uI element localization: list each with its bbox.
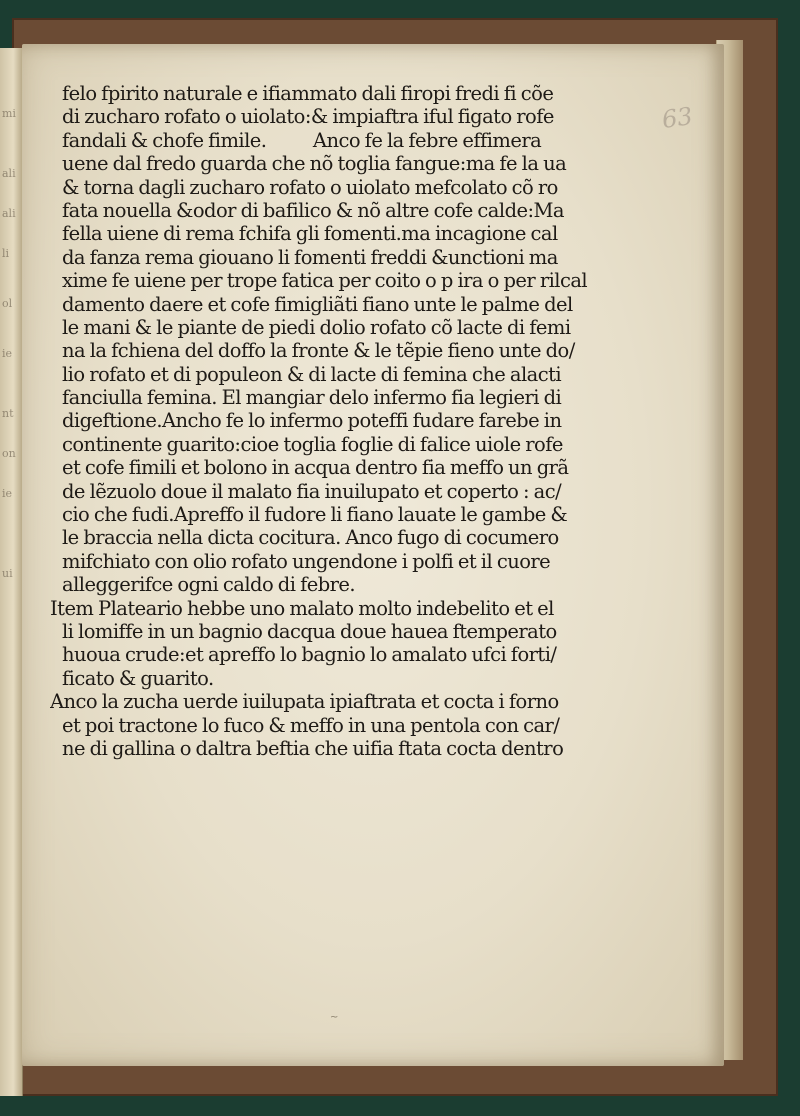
text-line: de lẽzuolo doue il malato fia inuilupato et coperto : ac/ — [62, 479, 562, 503]
text-line: cio che fudi.Apreffo il fudore li fiano lauate le gambe & — [62, 503, 568, 527]
text-line: alleggerifce ogni caldo di febre. — [62, 573, 356, 597]
text-line: le mani & le piante de piedi dolio rofato cõ lacte di femi — [62, 315, 571, 339]
text-line: huoua crude:et apreffo lo bagnio lo amalato ufci forti/ — [62, 643, 557, 667]
text-line: Item Plateario hebbe uno malato molto indebelito et el — [50, 596, 554, 620]
text-line: fandali & chofe fimile. Anco fe la febre effimera — [62, 128, 542, 152]
text-line: continente guarito:cioe toglia foglie di falice uiole rofe — [62, 432, 563, 456]
text-line: di zucharo rofato o uiolato:& impiaftra iful figato rofe — [62, 105, 554, 129]
text-line: ne di gallina o daltra beftia che uifia ftata cocta dentro — [62, 736, 564, 760]
text-line: lio rofato et di populeon & di lacte di femina che alacti — [62, 362, 562, 386]
text-line: damento daere et cofe fimigliãti fiano unte le palme del — [62, 292, 573, 316]
text-line: li lomiffe in un bagnio dacqua doue hauea ftemperato — [62, 619, 557, 643]
text-line: fata nouella &odor di bafilico & nõ altre cofe calde:Ma — [62, 198, 564, 222]
text-line: xime fe uiene per trope fatica per coito o p ira o per rilcal — [62, 269, 588, 293]
page-text-block — [50, 82, 662, 760]
text-line: Anco la zucha uerde iuilupata ipiaftrata et cocta i forno — [50, 690, 559, 714]
text-line: et cofe fimili et bolono in acqua dentro fia meffo un grã — [62, 456, 569, 480]
page-smudge-mark: ~ — [330, 1012, 339, 1023]
folio-number: 63 — [660, 102, 695, 134]
text-line: digeftione.Ancho fe lo infermo poteffi fudare farebe in — [62, 409, 562, 433]
text-line: et poi tractone lo fuco & meffo in una pentola con car/ — [62, 713, 560, 737]
text-line: na la fchiena del doffo la fronte & le tẽpie fieno unte do/ — [62, 339, 575, 363]
text-line: mifchiato con olio rofato ungendone i polfi et il cuore — [62, 549, 551, 573]
text-line: le braccia nella dicta cocitura. Anco fugo di cocumero — [62, 526, 559, 550]
text-line: fella uiene di rema fchifa gli fomenti.ma incagione cal — [62, 222, 558, 246]
facing-page-edge: mi ali ali li ol ie nt on ie ui — [0, 48, 23, 1096]
text-line: uene dal fredo guarda che nõ toglia fangue:ma fe la ua — [62, 152, 567, 176]
text-line: fanciulla femina. El mangiar delo infermo fia legieri di — [62, 386, 562, 410]
text-line: felo fpirito naturale e ifiammato dali firopi fredi fi cõe — [62, 82, 554, 105]
text-line: ficato & guarito. — [62, 666, 214, 690]
text-line: da fanza rema giouano li fomenti freddi &unctioni ma — [62, 245, 558, 269]
text-line: & torna dagli zucharo rofato o uiolato mefcolato cõ ro — [62, 175, 558, 199]
